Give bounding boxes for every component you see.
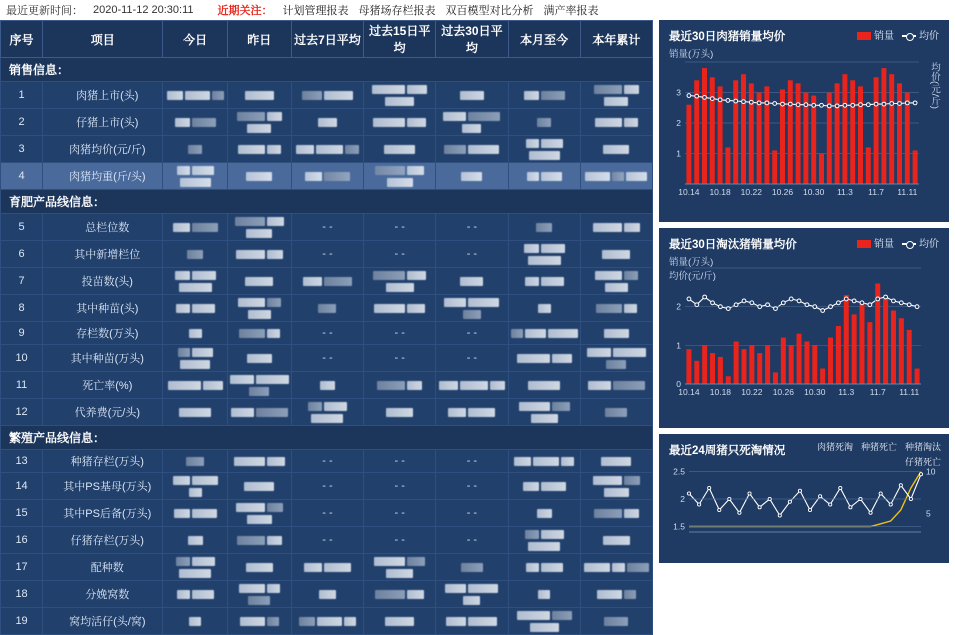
row-value-cell <box>436 136 508 163</box>
row-value-cell <box>436 372 508 399</box>
dashboard-content <box>0 20 955 628</box>
row-value-cell: - - <box>291 345 363 372</box>
table-section-header <box>1 58 653 82</box>
row-index: 18 <box>1 581 43 608</box>
row-value-cell <box>580 136 652 163</box>
table-row[interactable] <box>1 163 653 190</box>
row-value-cell <box>580 450 652 473</box>
chart1-legend <box>857 27 939 42</box>
row-value-cell <box>163 241 227 268</box>
svg-text:11.3: 11.3 <box>836 187 853 197</box>
row-value-cell <box>436 268 508 295</box>
table-row[interactable] <box>1 527 653 554</box>
row-value-cell <box>291 608 363 635</box>
row-value-cell <box>163 399 227 426</box>
row-value-cell <box>580 163 652 190</box>
row-value-cell <box>163 109 227 136</box>
table-row[interactable] <box>1 473 653 500</box>
row-index: 1 <box>1 82 43 109</box>
row-value-cell <box>227 295 291 322</box>
row-value-cell <box>291 82 363 109</box>
row-value-cell <box>508 527 580 554</box>
table-row[interactable] <box>1 399 653 426</box>
svg-text:10.30: 10.30 <box>803 187 825 197</box>
svg-text:11.7: 11.7 <box>869 387 886 397</box>
section-title: 繁殖产品线信息： <box>1 426 653 450</box>
row-value-cell <box>163 473 227 500</box>
row-index: 9 <box>1 322 43 345</box>
svg-text:2: 2 <box>676 118 681 128</box>
row-value-cell <box>580 554 652 581</box>
svg-text:2: 2 <box>676 301 681 312</box>
row-item-label: 其中种苗(头) <box>43 295 163 322</box>
row-value-cell: - - <box>364 241 436 268</box>
row-value-cell <box>364 554 436 581</box>
svg-text:5: 5 <box>926 508 931 519</box>
row-index: 17 <box>1 554 43 581</box>
row-value-cell <box>227 82 291 109</box>
table-row[interactable] <box>1 554 653 581</box>
chart1-title: 最近30日肉猪销量均价 <box>669 31 786 43</box>
row-value-cell <box>291 554 363 581</box>
table-row[interactable] <box>1 82 653 109</box>
col-avg-7d: 过去7日平均 <box>291 21 363 58</box>
row-value-cell <box>163 268 227 295</box>
row-value-cell <box>364 109 436 136</box>
row-item-label: 仔猪存栏(万头) <box>43 527 163 554</box>
row-value-cell <box>227 581 291 608</box>
row-value-cell <box>508 214 580 241</box>
charts-panel <box>659 20 949 563</box>
chart3-title: 最近24周猪只死淘情况 <box>669 445 786 457</box>
row-value-cell <box>291 109 363 136</box>
row-index: 12 <box>1 399 43 426</box>
row-value-cell <box>436 581 508 608</box>
row-item-label: 存栏数(万头) <box>43 322 163 345</box>
row-value-cell <box>291 136 363 163</box>
row-value-cell <box>364 295 436 322</box>
row-value-cell <box>364 163 436 190</box>
row-value-cell <box>163 295 227 322</box>
row-index: 16 <box>1 527 43 554</box>
row-item-label: 肉猪均重(斤/头) <box>43 163 163 190</box>
table-row[interactable] <box>1 214 653 241</box>
row-index: 6 <box>1 241 43 268</box>
col-month-to-date: 本月至今 <box>508 21 580 58</box>
section-title: 育肥产品线信息： <box>1 190 653 214</box>
row-value-cell <box>508 109 580 136</box>
chart2-legend-bar[interactable]: 销量 <box>857 235 894 250</box>
col-avg-15d: 过去15日平均 <box>364 21 436 58</box>
chart3-legend-3[interactable]: 种猪淘汰 <box>904 442 941 452</box>
row-value-cell <box>580 372 652 399</box>
update-time-value: 2020-11-12 20:30:11 <box>93 4 194 16</box>
svg-text:11.7: 11.7 <box>868 187 885 197</box>
row-index: 5 <box>1 214 43 241</box>
chart2-title: 最近30日淘汰猪销量均价 <box>669 239 797 251</box>
row-value-cell <box>436 109 508 136</box>
chart-card-mortality <box>659 434 949 563</box>
chart1-legend-bar[interactable]: 销量 <box>857 27 894 42</box>
row-value-cell: - - <box>291 450 363 473</box>
row-item-label: 肉猪上市(头) <box>43 82 163 109</box>
row-value-cell <box>227 136 291 163</box>
row-item-label: 分娩窝数 <box>43 581 163 608</box>
table-section-header <box>1 426 653 450</box>
section-title: 销售信息： <box>1 58 653 82</box>
row-value-cell <box>580 473 652 500</box>
row-item-label: 总栏位数 <box>43 214 163 241</box>
row-value-cell <box>163 345 227 372</box>
row-value-cell: - - <box>436 345 508 372</box>
row-value-cell <box>227 268 291 295</box>
svg-text:1.5: 1.5 <box>673 521 685 532</box>
row-index: 14 <box>1 473 43 500</box>
table-row[interactable] <box>1 136 653 163</box>
row-item-label: 仔猪上市(头) <box>43 109 163 136</box>
row-item-label: 死亡率(%) <box>43 372 163 399</box>
row-value-cell: - - <box>364 473 436 500</box>
chart1-ylabel-right: 均价(元/斤) <box>929 62 940 109</box>
row-value-cell <box>436 399 508 426</box>
svg-text:1: 1 <box>676 148 681 159</box>
row-value-cell <box>580 581 652 608</box>
col-avg-30d: 过去30日平均 <box>436 21 508 58</box>
row-value-cell <box>508 345 580 372</box>
svg-text:10.18: 10.18 <box>709 187 731 197</box>
table-row[interactable] <box>1 268 653 295</box>
row-index: 8 <box>1 295 43 322</box>
row-value-cell <box>436 295 508 322</box>
row-value-cell: - - <box>436 500 508 527</box>
row-item-label: 窝均活仔(头/窝) <box>43 608 163 635</box>
row-value-cell <box>227 345 291 372</box>
svg-text:10.22: 10.22 <box>741 387 763 397</box>
row-value-cell <box>163 136 227 163</box>
table-row[interactable] <box>1 372 653 399</box>
row-value-cell <box>364 372 436 399</box>
row-value-cell <box>227 399 291 426</box>
row-value-cell <box>163 608 227 635</box>
row-item-label: 种猪存栏(万头) <box>43 450 163 473</box>
chart3-legend-2[interactable]: 种猪死亡 <box>860 442 897 452</box>
svg-text:11.3: 11.3 <box>838 387 855 397</box>
svg-text:2.5: 2.5 <box>673 466 685 477</box>
svg-text:10: 10 <box>926 466 936 477</box>
svg-text:2: 2 <box>680 494 685 504</box>
row-value-cell: - - <box>291 527 363 554</box>
row-index: 15 <box>1 500 43 527</box>
row-value-cell <box>163 82 227 109</box>
svg-text:1: 1 <box>676 340 681 351</box>
row-value-cell <box>580 241 652 268</box>
row-value-cell <box>580 214 652 241</box>
svg-text:10.26: 10.26 <box>771 187 794 197</box>
table-row[interactable] <box>1 608 653 635</box>
row-value-cell <box>163 450 227 473</box>
row-value-cell <box>163 527 227 554</box>
table-row[interactable] <box>1 109 653 136</box>
row-item-label: 投苗数(头) <box>43 268 163 295</box>
col-item: 项目 <box>43 21 163 58</box>
row-value-cell: - - <box>364 322 436 345</box>
row-item-label: 其中PS后备(万头) <box>43 500 163 527</box>
row-value-cell <box>227 527 291 554</box>
row-value-cell: - - <box>291 241 363 268</box>
row-value-cell: - - <box>436 450 508 473</box>
link-full-capacity-rate-report[interactable]: 满产率报表 <box>543 5 599 17</box>
row-value-cell <box>580 295 652 322</box>
row-item-label: 其中PS基母(万头) <box>43 473 163 500</box>
row-value-cell <box>508 372 580 399</box>
row-value-cell <box>364 608 436 635</box>
row-value-cell <box>227 322 291 345</box>
svg-text:10.26: 10.26 <box>772 387 794 397</box>
row-value-cell <box>580 399 652 426</box>
row-index: 3 <box>1 136 43 163</box>
row-value-cell: - - <box>436 214 508 241</box>
table-row[interactable] <box>1 295 653 322</box>
table-row[interactable] <box>1 345 653 372</box>
row-value-cell <box>580 527 652 554</box>
table-row[interactable] <box>1 241 653 268</box>
row-value-cell <box>227 214 291 241</box>
row-value-cell <box>227 372 291 399</box>
row-value-cell <box>163 163 227 190</box>
row-value-cell <box>163 372 227 399</box>
link-sow-farm-inventory-report[interactable]: 母猪场存栏报表 <box>358 5 436 17</box>
table-row[interactable] <box>1 450 653 473</box>
svg-text:10.18: 10.18 <box>709 387 732 397</box>
row-value-cell <box>580 500 652 527</box>
svg-text:10.30: 10.30 <box>804 387 826 397</box>
row-value-cell <box>508 554 580 581</box>
row-index: 7 <box>1 268 43 295</box>
row-value-cell <box>227 608 291 635</box>
row-value-cell <box>436 608 508 635</box>
chart3-legend <box>791 440 941 468</box>
row-item-label: 其中种苗(万头) <box>43 345 163 372</box>
svg-text:10.22: 10.22 <box>740 187 762 197</box>
link-double-hundred-model-analysis[interactable]: 双百模型对比分析 <box>445 5 534 17</box>
row-value-cell <box>508 163 580 190</box>
col-yesterday: 昨日 <box>227 21 291 58</box>
table-row[interactable] <box>1 500 653 527</box>
update-time-label: 最近更新时间： <box>6 5 83 17</box>
row-value-cell: - - <box>364 527 436 554</box>
row-value-cell <box>291 399 363 426</box>
row-value-cell <box>291 163 363 190</box>
row-value-cell <box>291 268 363 295</box>
row-value-cell <box>227 554 291 581</box>
row-index: 11 <box>1 372 43 399</box>
table-section-header <box>1 190 653 214</box>
row-value-cell <box>364 399 436 426</box>
chart3-plot <box>659 458 949 546</box>
table-header-row <box>1 21 653 58</box>
row-index: 19 <box>1 608 43 635</box>
row-value-cell: - - <box>436 473 508 500</box>
recent-focus-label: 近期关注： <box>217 5 273 17</box>
table-row[interactable] <box>1 322 653 345</box>
row-value-cell <box>580 345 652 372</box>
row-item-label: 肉猪均价(元/斤) <box>43 136 163 163</box>
row-value-cell <box>508 399 580 426</box>
row-value-cell <box>364 136 436 163</box>
row-value-cell <box>227 473 291 500</box>
row-index: 13 <box>1 450 43 473</box>
chart2-ylabel-right: 均价(元/斤) <box>669 271 716 282</box>
row-value-cell <box>227 163 291 190</box>
row-value-cell: - - <box>436 322 508 345</box>
row-value-cell <box>580 322 652 345</box>
row-value-cell <box>508 295 580 322</box>
chart1-legend-line[interactable]: 均价 <box>902 27 939 42</box>
row-value-cell <box>291 581 363 608</box>
chart2-legend-line[interactable]: 均价 <box>902 235 939 250</box>
row-value-cell <box>508 473 580 500</box>
row-value-cell <box>508 82 580 109</box>
row-value-cell <box>227 500 291 527</box>
chart1-ylabel: 销量(万头) <box>669 49 714 60</box>
row-value-cell <box>163 322 227 345</box>
row-value-cell <box>508 608 580 635</box>
row-item-label: 代养费(元/头) <box>43 399 163 426</box>
row-value-cell: - - <box>436 241 508 268</box>
table-body <box>1 58 653 635</box>
row-value-cell <box>227 109 291 136</box>
row-value-cell <box>580 608 652 635</box>
row-value-cell: - - <box>364 214 436 241</box>
link-plan-management-report[interactable]: 计划管理报表 <box>282 5 349 17</box>
chart2-legend <box>857 235 939 250</box>
row-value-cell: - - <box>364 345 436 372</box>
row-value-cell <box>508 581 580 608</box>
row-value-cell: - - <box>364 450 436 473</box>
row-item-label: 其中新增栏位 <box>43 241 163 268</box>
row-value-cell <box>291 372 363 399</box>
row-value-cell <box>508 322 580 345</box>
chart-card-cull-sales <box>659 228 949 428</box>
svg-text:10.14: 10.14 <box>678 187 700 197</box>
col-today: 今日 <box>163 21 227 58</box>
table-row[interactable] <box>1 581 653 608</box>
chart2-ylabel: 销量(万头) <box>669 257 714 268</box>
row-value-cell <box>291 295 363 322</box>
top-status-bar <box>0 0 955 20</box>
row-value-cell: - - <box>291 500 363 527</box>
svg-text:10.14: 10.14 <box>678 387 700 397</box>
row-value-cell <box>580 268 652 295</box>
row-item-label: 配种数 <box>43 554 163 581</box>
row-value-cell <box>508 268 580 295</box>
row-value-cell <box>163 581 227 608</box>
row-value-cell <box>227 241 291 268</box>
row-value-cell <box>227 450 291 473</box>
metrics-table-panel <box>0 20 653 628</box>
col-year-to-date: 本年累计 <box>580 21 652 58</box>
chart1-plot <box>659 44 949 204</box>
row-value-cell: - - <box>291 214 363 241</box>
chart-card-pig-sales <box>659 20 949 222</box>
row-value-cell <box>508 500 580 527</box>
row-value-cell <box>163 214 227 241</box>
row-value-cell <box>508 450 580 473</box>
chart3-legend-1[interactable]: 肉猪死淘 <box>816 442 853 452</box>
svg-text:0: 0 <box>676 379 681 389</box>
row-value-cell <box>436 163 508 190</box>
row-value-cell: - - <box>364 500 436 527</box>
row-value-cell <box>364 581 436 608</box>
row-value-cell: - - <box>291 473 363 500</box>
row-value-cell <box>508 136 580 163</box>
row-value-cell <box>580 82 652 109</box>
svg-text:11.11: 11.11 <box>899 387 920 397</box>
row-value-cell <box>163 554 227 581</box>
row-value-cell: - - <box>436 527 508 554</box>
col-index: 序号 <box>1 21 43 58</box>
row-index: 2 <box>1 109 43 136</box>
row-value-cell <box>436 554 508 581</box>
row-index: 4 <box>1 163 43 190</box>
chart3-legend-4[interactable]: 仔猪死亡 <box>904 457 941 467</box>
row-value-cell <box>163 500 227 527</box>
row-value-cell <box>364 82 436 109</box>
row-value-cell <box>436 82 508 109</box>
row-index: 10 <box>1 345 43 372</box>
svg-text:3: 3 <box>676 87 681 98</box>
metrics-table <box>0 20 653 635</box>
svg-text:11.11: 11.11 <box>897 187 918 197</box>
row-value-cell <box>580 109 652 136</box>
row-value-cell <box>364 268 436 295</box>
row-value-cell <box>508 241 580 268</box>
row-value-cell: - - <box>291 322 363 345</box>
